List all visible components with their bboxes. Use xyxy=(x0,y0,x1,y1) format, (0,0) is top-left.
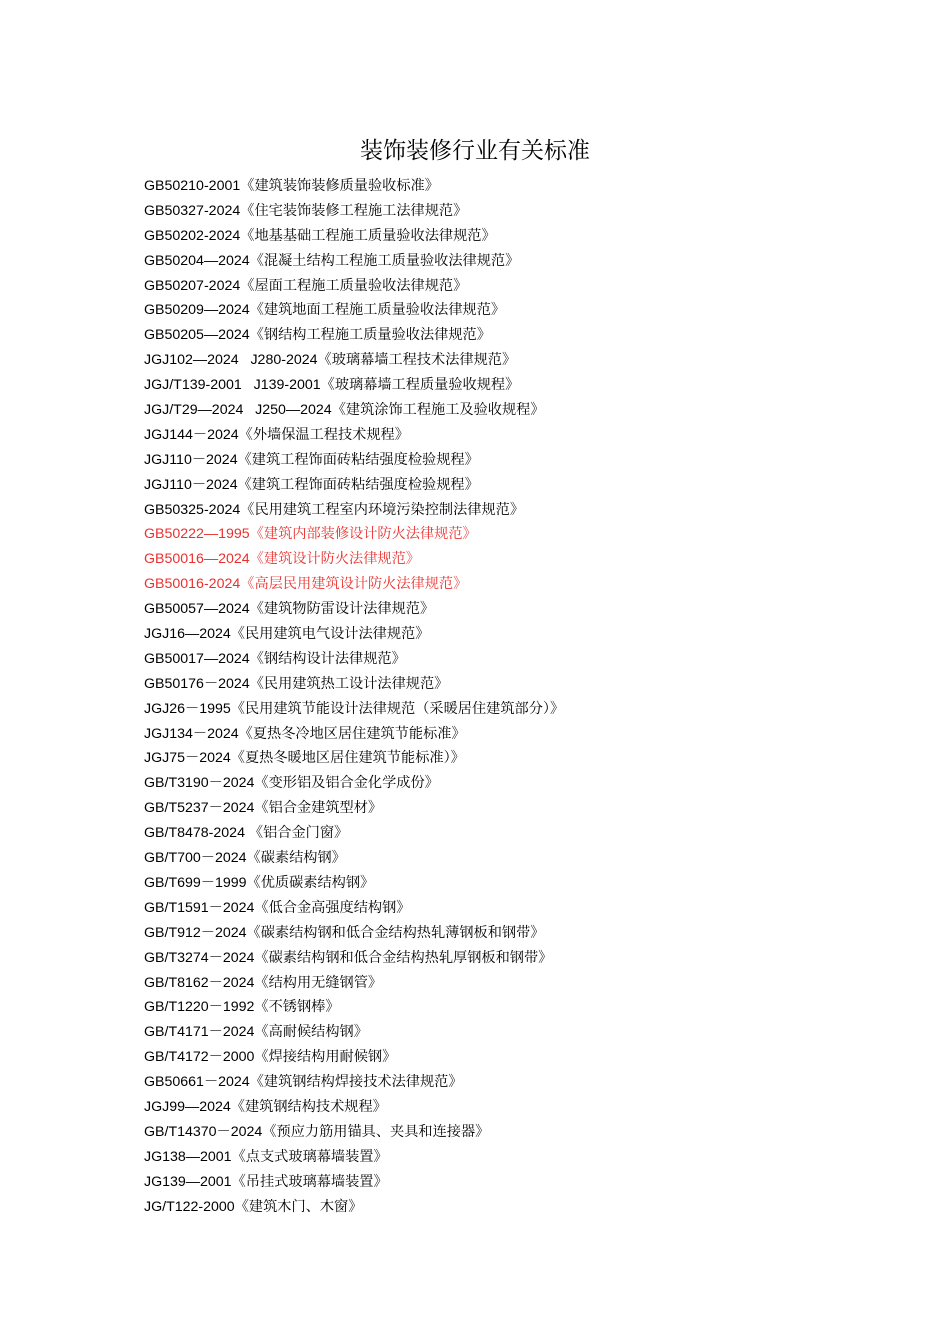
standard-code: GB50176－2024 xyxy=(144,675,250,692)
standard-item xyxy=(144,1120,564,1145)
standard-code: GB/T4172－2000 xyxy=(144,1049,255,1066)
standard-name: 《民用建筑电气设计法律规范》 xyxy=(230,626,430,643)
standard-code: GB50325-2024 xyxy=(144,501,241,518)
standard-code: JG139—2001 xyxy=(144,1173,232,1190)
standard-item xyxy=(144,1145,564,1170)
standard-name: 《建筑内部装修设计防火法律规范》 xyxy=(249,526,477,543)
standard-code: GB50207-2024 xyxy=(144,277,241,294)
standard-code: GB/T8162－2024 xyxy=(144,974,255,991)
standard-code: GB/T8478-2024 xyxy=(144,825,249,842)
standard-name: 《民用建筑工程室内环境污染控制法律规范》 xyxy=(240,501,525,518)
standard-name: 《外墙保温工程技术规程》 xyxy=(238,426,409,443)
standard-name: 《低合金高强度结构钢》 xyxy=(254,899,411,916)
standard-code: JGJ16—2024 xyxy=(144,626,231,643)
standard-name: 《不锈钢棒》 xyxy=(254,999,340,1016)
standard-item xyxy=(144,871,564,896)
standard-item xyxy=(144,498,564,523)
standard-item xyxy=(144,547,564,572)
standard-code: GB/T1591－2024 xyxy=(144,899,255,916)
standard-name: 《建筑工程饰面砖粘结强度检验规程》 xyxy=(237,476,479,493)
standard-name: 《建筑钢结构焊接技术法律规范》 xyxy=(249,1074,463,1091)
standard-item xyxy=(144,697,564,722)
standard-item xyxy=(144,298,564,323)
standard-item xyxy=(144,821,564,846)
standard-code: GB/T699－1999 xyxy=(144,874,247,891)
standard-name: 《铝合金门窗》 xyxy=(248,825,349,842)
standard-name: 《建筑涂饰工程施工及验收规程》 xyxy=(331,402,545,419)
standard-name: 《预应力筋用锚具、夹具和连接器》 xyxy=(262,1123,490,1140)
standard-code: JGJ110－2024 xyxy=(144,451,238,468)
standard-code: JG/T122-2000 xyxy=(144,1198,235,1215)
standard-code: JG138—2001 xyxy=(144,1148,232,1165)
standard-name: 《碳素结构钢》 xyxy=(246,850,346,867)
standard-name: 《碳素结构钢和低合金结构热轧厚钢板和钢带》 xyxy=(254,949,553,966)
standard-item xyxy=(144,199,564,224)
standard-item xyxy=(144,473,564,498)
standard-name: 《夏热冬暖地区居住建筑节能标准）》 xyxy=(230,750,465,767)
standard-item xyxy=(144,796,564,821)
standard-item xyxy=(144,746,564,771)
standard-name: 《建筑装饰装修质量验收标准》 xyxy=(240,178,439,194)
standard-item xyxy=(144,323,564,348)
standard-code: GB50016—2024 xyxy=(144,551,250,568)
standard-item xyxy=(144,174,564,199)
standard-code: GB50661－2024 xyxy=(144,1074,250,1091)
standard-name: 《建筑物防雷设计法律规范》 xyxy=(249,601,435,618)
standard-item xyxy=(144,946,564,971)
standard-item xyxy=(144,647,564,672)
standard-item xyxy=(144,722,564,747)
standard-item xyxy=(144,1095,564,1120)
standard-code: JGJ134－2024 xyxy=(144,725,239,742)
standard-name: 《地基基础工程施工质量验收法律规范》 xyxy=(240,227,496,244)
standard-item xyxy=(144,1020,564,1045)
standard-code: JGJ75－2024 xyxy=(144,750,231,767)
standard-code: GB50016-2024 xyxy=(144,576,241,593)
standard-name: 《夏热冬冷地区居住建筑节能标准》 xyxy=(238,725,466,742)
standard-name: 《玻璃幕墙工程质量验收规程》 xyxy=(320,377,520,394)
standard-name: 《点支式玻璃幕墙装置》 xyxy=(231,1148,388,1165)
page-title: 装饰装修行业有关标准 xyxy=(360,138,590,164)
standard-item xyxy=(144,522,564,547)
standard-code: GB50222—1995 xyxy=(144,526,250,543)
standard-code: JGJ99—2024 xyxy=(144,1098,231,1115)
standard-item xyxy=(144,971,564,996)
standard-item xyxy=(144,398,564,423)
standard-item xyxy=(144,597,564,622)
standard-code: GB50204—2024 xyxy=(144,252,250,269)
standard-name: 《钢结构设计法律规范》 xyxy=(249,650,406,667)
standard-item xyxy=(144,1195,564,1220)
standard-code: GB/T912－2024 xyxy=(144,924,247,941)
standard-item xyxy=(144,995,564,1020)
standard-code: GB50209—2024 xyxy=(144,302,250,319)
standard-item xyxy=(144,1170,564,1195)
standard-name: 《结构用无缝钢管》 xyxy=(254,974,383,991)
standard-name: 《民用建筑节能设计法律规范（采暖居住建筑部分）》 xyxy=(230,700,565,717)
standard-name: 《铝合金建筑型材》 xyxy=(254,800,383,817)
standard-name: 《屋面工程施工质量验收法律规范》 xyxy=(240,277,468,294)
standard-code: JGJ102—2024 J280-2024 xyxy=(144,352,318,369)
standard-name: 《建筑钢结构技术规程》 xyxy=(230,1098,387,1115)
standard-code: JGJ/T139-2001 J139-2001 xyxy=(144,377,321,394)
standard-item xyxy=(144,1045,564,1070)
standard-code: GB/T5237－2024 xyxy=(144,800,255,817)
standard-name: 《建筑木门、木窗》 xyxy=(234,1198,363,1215)
standard-code: JGJ/T29—2024 J250—2024 xyxy=(144,402,332,419)
standard-name: 《钢结构工程施工质量验收法律规范》 xyxy=(249,327,491,344)
standard-code: GB/T1220－1992 xyxy=(144,999,255,1016)
standard-name: 《吊挂式玻璃幕墙装置》 xyxy=(231,1173,388,1190)
standard-code: JGJ110－2024 xyxy=(144,476,238,493)
standard-item xyxy=(144,423,564,448)
standard-item xyxy=(144,373,564,398)
standard-item xyxy=(144,572,564,597)
standard-name: 《住宅装饰装修工程施工法律规范》 xyxy=(240,202,468,219)
standard-item xyxy=(144,896,564,921)
standard-name: 《建筑设计防火法律规范》 xyxy=(249,551,420,568)
standard-item xyxy=(144,348,564,373)
standard-code: GB/T14370－2024 xyxy=(144,1123,263,1140)
standard-item xyxy=(144,672,564,697)
standard-name: 《优质碳素结构钢》 xyxy=(246,874,375,891)
standard-name: 《碳素结构钢和低合金结构热轧薄钢板和钢带》 xyxy=(246,924,545,941)
standard-item xyxy=(144,921,564,946)
standard-code: GB50017—2024 xyxy=(144,650,250,667)
standard-code: GB50210-2001 xyxy=(144,178,241,194)
standard-name: 《焊接结构用耐候钢》 xyxy=(254,1049,397,1066)
standard-code: GB50057—2024 xyxy=(144,601,250,618)
standard-code: JGJ144－2024 xyxy=(144,426,239,443)
standard-item xyxy=(144,274,564,299)
standard-item xyxy=(144,249,564,274)
standard-name: 《建筑地面工程施工质量验收法律规范》 xyxy=(249,302,506,319)
standard-name: 《高层民用建筑设计防火法律规范》 xyxy=(240,576,468,593)
standard-item xyxy=(144,846,564,871)
standard-name: 《民用建筑热工设计法律规范》 xyxy=(249,675,449,692)
standards-list xyxy=(144,174,564,1219)
standard-name: 《高耐候结构钢》 xyxy=(254,1024,368,1041)
standard-code: GB/T4171－2024 xyxy=(144,1024,255,1041)
standard-code: JGJ26－1995 xyxy=(144,700,231,717)
standard-code: GB50205—2024 xyxy=(144,327,250,344)
standard-item xyxy=(144,622,564,647)
standard-name: 《建筑工程饰面砖粘结强度检验规程》 xyxy=(237,451,479,468)
standard-item xyxy=(144,224,564,249)
standard-code: GB50202-2024 xyxy=(144,227,241,244)
standard-item xyxy=(144,448,564,473)
standard-code: GB50327-2024 xyxy=(144,202,241,219)
standard-name: 《混凝土结构工程施工质量验收法律规范》 xyxy=(249,252,520,269)
standard-name: 《变形铝及铝合金化学成份》 xyxy=(254,775,439,792)
standard-item xyxy=(144,1070,564,1095)
standard-item xyxy=(144,771,564,796)
standard-code: GB/T3274－2024 xyxy=(144,949,255,966)
standard-name: 《玻璃幕墙工程技术法律规范》 xyxy=(317,352,517,369)
standard-code: GB/T3190－2024 xyxy=(144,775,255,792)
standard-code: GB/T700－2024 xyxy=(144,850,247,867)
